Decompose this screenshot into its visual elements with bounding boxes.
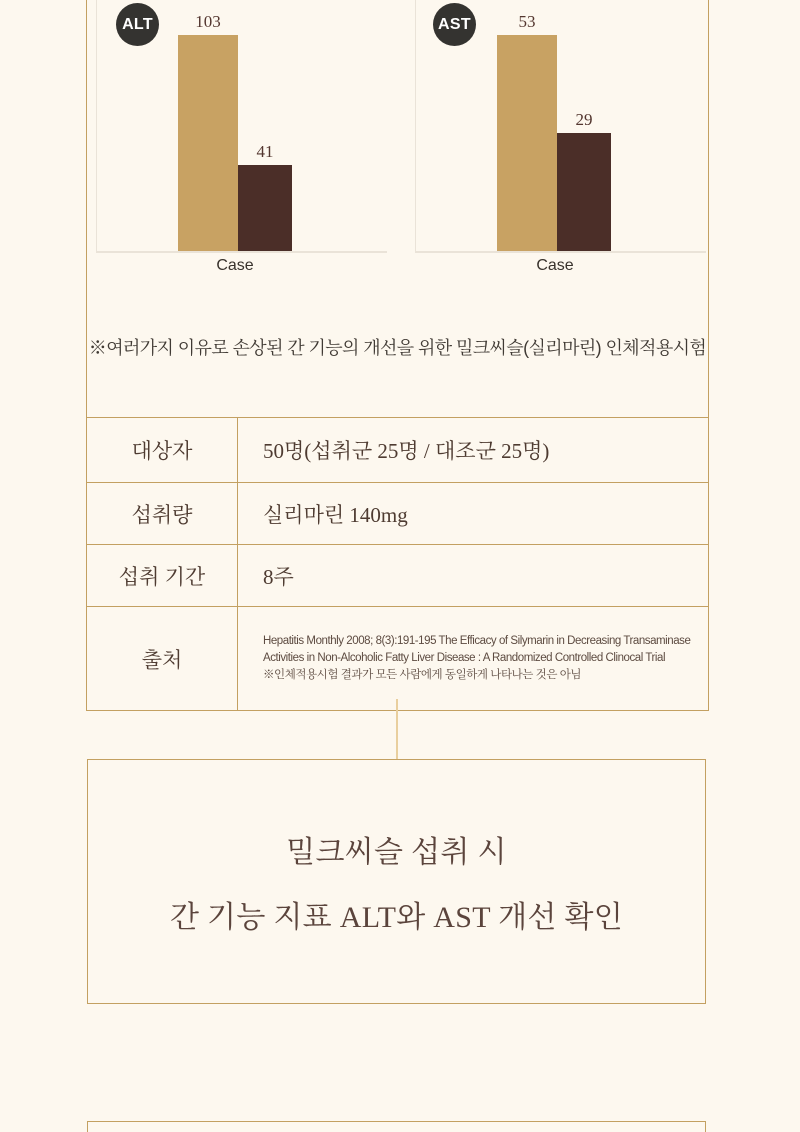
row-label-period: 섭취 기간	[87, 545, 238, 606]
alt-badge	[116, 3, 159, 46]
row-label-dose: 섭취량	[87, 483, 238, 544]
row-value-source	[238, 607, 708, 710]
row-value-period: 8주	[263, 564, 294, 589]
alt-bar-0	[178, 35, 238, 251]
row-label-source: 출처	[87, 607, 238, 710]
alt-bar-value-label-1: 41	[256, 142, 274, 161]
ast-bar-value-label-0: 53	[518, 12, 536, 31]
study-info-table	[87, 417, 708, 710]
next-section-box-partial	[87, 1121, 706, 1132]
ast-bar-0	[497, 35, 557, 251]
alt-x-axis-label: Case	[216, 257, 254, 274]
alt-bar-value-label-0: 103	[195, 12, 221, 31]
table-row	[87, 417, 708, 482]
alt-badge-label: ALT	[122, 15, 153, 33]
section-connector-line	[396, 699, 398, 759]
table-row	[87, 544, 708, 606]
ast-x-axis-label: Case	[536, 257, 574, 274]
conclusion-line-1: 밀크씨슬 섭취 시	[286, 836, 507, 869]
conclusion-line-2: 간 기능 지표 ALT와 AST 개선 확인	[169, 901, 624, 934]
row-value-dose: 실리마린 140mg	[263, 502, 408, 527]
row-value-subjects: 50명(섭취군 25명 / 대조군 25명)	[263, 439, 550, 463]
row-label-subjects: 대상자	[87, 418, 238, 482]
table-row	[87, 482, 708, 544]
clinical-trial-section	[86, 0, 709, 711]
ast-bar-value-label-1: 29	[575, 110, 593, 129]
ast-bar-1	[557, 133, 611, 251]
table-row	[87, 606, 708, 710]
source-citation-text: Hepatitis Monthly 2008; 8(3):191-195 The Efficacy of Silymarin in Decreasing Transaminase Activities in Non-Alcoholic Fatty Liver Disease : A Randomized Controlled Clinocal Trial	[263, 634, 691, 664]
conclusion-box	[87, 759, 706, 1004]
source-disclaimer-text: ※인체적용시험 결과가 모든 사람에게 동일하게 나타나는 것은 아님	[263, 669, 582, 682]
trial-footnote: ※여러가지 이유로 손상된 간 기능의 개선을 위한 밀크씨슬(실리마린) 인체적용시험	[88, 338, 707, 358]
alt-bar-1	[238, 165, 292, 251]
ast-badge-label: AST	[438, 15, 471, 33]
ast-badge	[433, 3, 476, 46]
